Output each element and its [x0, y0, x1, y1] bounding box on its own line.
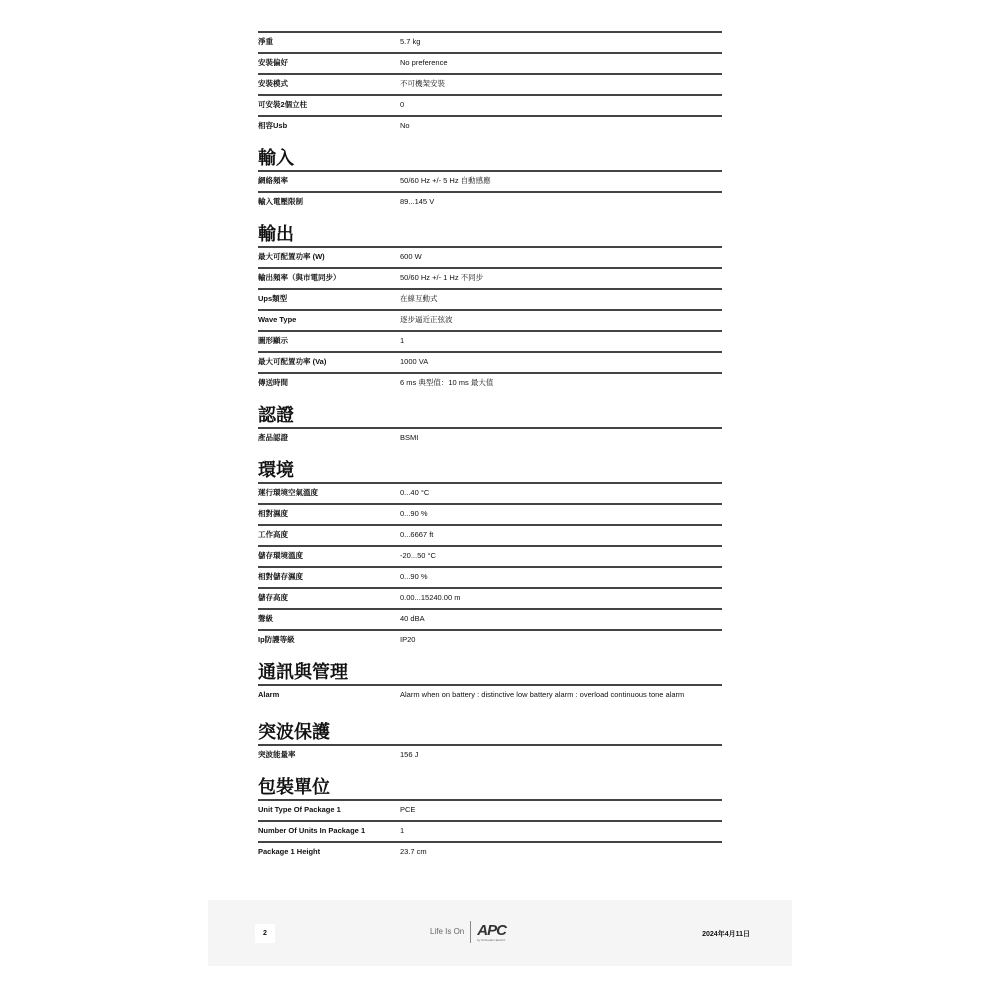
spec-row [258, 372, 722, 393]
spec-row [258, 587, 722, 608]
brand-name: APC [477, 921, 506, 939]
spec-value: 600 W [400, 252, 422, 261]
spec-label: 可安裝2個立柱 [258, 100, 308, 109]
section-heading [258, 765, 722, 799]
spec-row [258, 684, 722, 710]
brand-subtitle: by Schneider Electric [477, 937, 506, 942]
spec-label: 相容Usb [258, 121, 288, 130]
spec-label: 網絡頻率 [258, 176, 288, 185]
spec-value: 0...90 % [400, 572, 428, 581]
spec-value: 5.7 kg [400, 37, 421, 46]
spec-value: 在線互動式 [400, 294, 438, 303]
tagline: Life Is On [430, 921, 471, 943]
spec-label: 輸出頻率（與市電同步） [258, 273, 341, 282]
spec-label: 傳送時間 [258, 378, 288, 387]
spec-row [258, 427, 722, 448]
spec-label: Ip防護等級 [258, 635, 295, 644]
spec-row [258, 799, 722, 820]
section-heading [258, 136, 722, 170]
section-heading [258, 393, 722, 427]
spec-value: 0.00...15240.00 m [400, 593, 461, 602]
spec-label: Package 1 Height [258, 847, 321, 856]
section-title: 通訊與管理 [258, 662, 348, 682]
spec-row [258, 482, 722, 503]
spec-row [258, 629, 722, 650]
spec-row [258, 608, 722, 629]
spec-row [258, 744, 722, 765]
spec-row [258, 351, 722, 372]
spec-label: Wave Type [258, 315, 297, 324]
section-heading [258, 212, 722, 246]
spec-row [258, 566, 722, 587]
spec-value: 1000 VA [400, 357, 429, 366]
spec-value: 50/60 Hz +/- 1 Hz 不同步 [400, 273, 484, 282]
spec-value: No preference [400, 58, 448, 67]
spec-row [258, 246, 722, 267]
spec-label: 運行環境空氣溫度 [258, 488, 318, 497]
spec-value: 逐步逼近正弦波 [400, 315, 453, 324]
spec-label: 突波能量率 [258, 750, 296, 759]
spec-value: Alarm when on battery : distinctive low battery alarm : overload continuous tone alarm [400, 690, 685, 699]
spec-label: 儲存高度 [258, 593, 288, 602]
spec-value: 156 J [400, 750, 419, 759]
spec-value: -20...50 °C [400, 551, 436, 560]
brand-block [471, 923, 506, 942]
spec-value: 1 [400, 336, 405, 345]
spec-document [258, 31, 722, 862]
spec-row [258, 820, 722, 841]
spec-label: 工作高度 [258, 530, 288, 539]
spec-value: 0...40 °C [400, 488, 430, 497]
spec-label: 相對儲存濕度 [258, 572, 303, 581]
spec-value: 40 dBA [400, 614, 425, 623]
section-title: 突波保護 [258, 722, 330, 742]
spec-label: Unit Type Of Package 1 [258, 805, 341, 814]
spec-label: 圖形顯示 [258, 336, 288, 345]
section-title: 包裝單位 [258, 777, 330, 797]
section-heading [258, 650, 722, 684]
spec-value: IP20 [400, 635, 416, 644]
spec-value: 0 [400, 100, 405, 109]
spec-row [258, 524, 722, 545]
section-heading [258, 448, 722, 482]
spec-label: 產品認證 [258, 433, 288, 442]
spec-value: 0...90 % [400, 509, 428, 518]
page-footer [208, 900, 792, 966]
apc-logo [430, 921, 506, 943]
document-date: 2024年4月11日 [702, 931, 750, 938]
spec-row [258, 545, 722, 566]
spec-label: 儲存環境溫度 [258, 551, 303, 560]
spec-row [258, 330, 722, 351]
section-heading [258, 710, 722, 744]
spec-value: 1 [400, 826, 405, 835]
section-title: 環境 [258, 460, 294, 480]
spec-value: BSMI [400, 433, 419, 442]
section-title: 輸入 [258, 148, 294, 168]
spec-label: 相對濕度 [258, 509, 288, 518]
page-number: 2 [255, 924, 275, 943]
spec-label: 安裝偏好 [258, 58, 288, 67]
spec-label: Number Of Units In Package 1 [258, 826, 366, 835]
spec-label: 最大可配置功率 (Va) [258, 357, 327, 366]
spec-label: Alarm [258, 690, 280, 699]
section-title: 輸出 [258, 224, 294, 244]
spec-row [258, 73, 722, 94]
spec-label: 最大可配置功率 (W) [258, 252, 325, 261]
spec-label: 聲級 [258, 614, 273, 623]
spec-label: 安裝模式 [258, 79, 288, 88]
spec-value: 89...145 V [400, 197, 435, 206]
spec-row [258, 267, 722, 288]
spec-value: 23.7 cm [400, 847, 427, 856]
section-title: 認證 [258, 405, 294, 425]
spec-row [258, 191, 722, 212]
spec-row [258, 841, 722, 862]
spec-row [258, 31, 722, 52]
spec-row [258, 52, 722, 73]
spec-label: 淨重 [258, 37, 273, 46]
spec-value: 6 ms 典型值：10 ms 最大值 [400, 378, 494, 387]
spec-row [258, 288, 722, 309]
spec-row [258, 503, 722, 524]
spec-value: 0...6667 ft [400, 530, 434, 539]
spec-label: 輸入電壓限制 [258, 197, 303, 206]
spec-row [258, 309, 722, 330]
spec-row [258, 94, 722, 115]
spec-row [258, 115, 722, 136]
spec-label: Ups類型 [258, 294, 288, 303]
spec-row [258, 170, 722, 191]
spec-value: No [400, 121, 410, 130]
spec-value: 不可機架安裝 [400, 79, 445, 88]
spec-value: 50/60 Hz +/- 5 Hz 自動感應 [400, 176, 491, 185]
spec-value: PCE [400, 805, 416, 814]
